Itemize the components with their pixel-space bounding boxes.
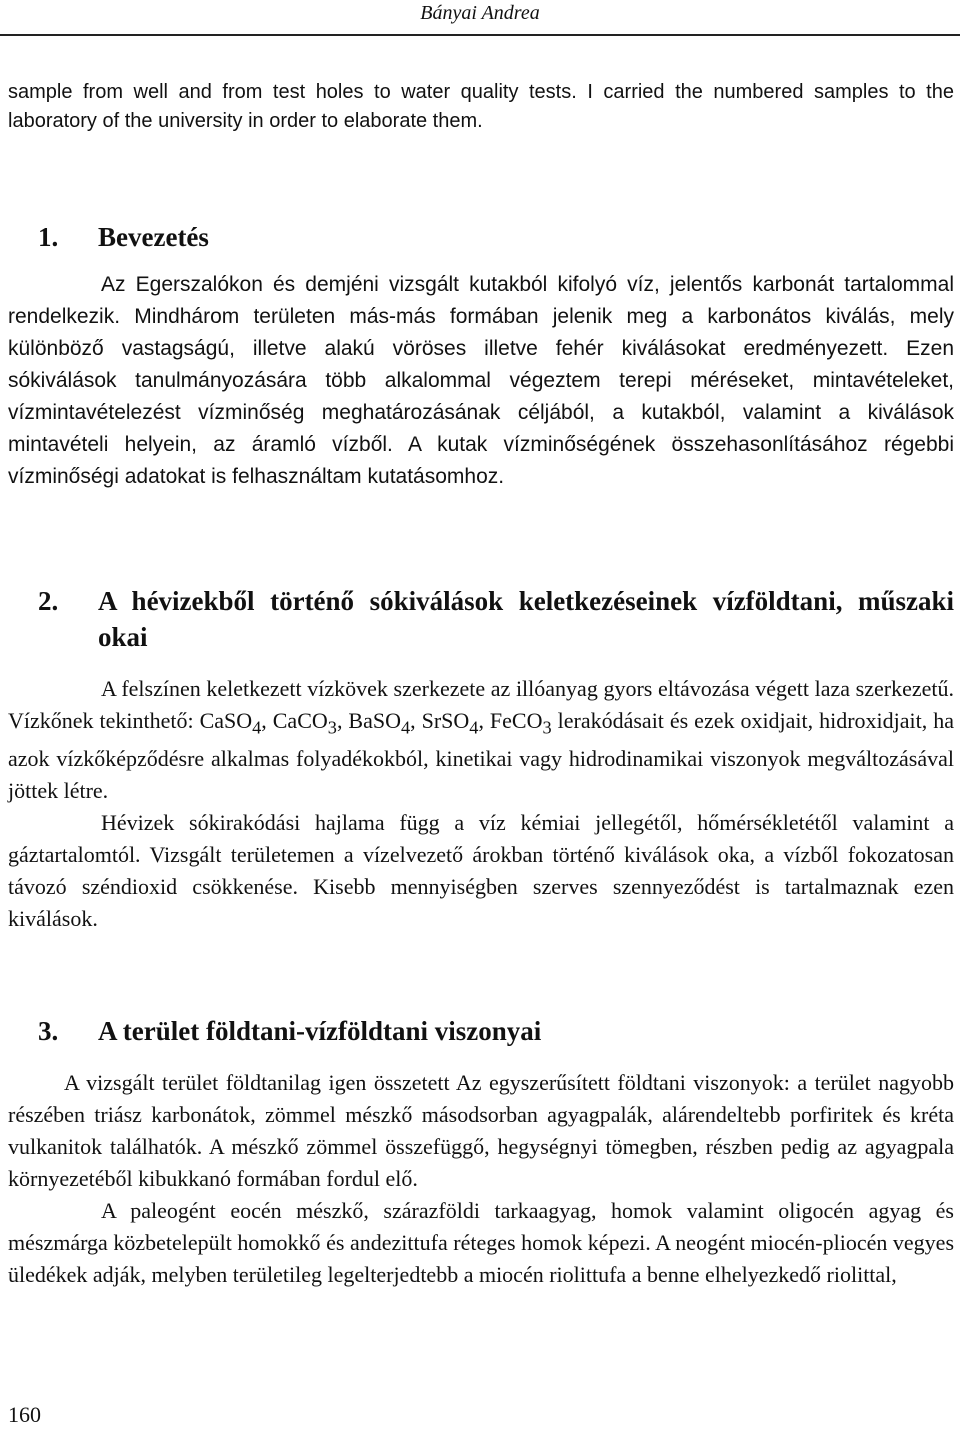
section-2-paragraph-1 bbox=[8, 673, 954, 807]
header-author: Bányai Andrea bbox=[420, 2, 540, 24]
formula-caco3: , CaCO$_3$ bbox=[261, 708, 337, 738]
section-1-heading bbox=[8, 219, 954, 255]
section-3-title: A terület földtani-vízföldtani viszonyai bbox=[98, 1016, 542, 1046]
section-1-number: 1. bbox=[38, 222, 59, 252]
section-2-paragraph-2: Hévizek sókirakódási hajlama függ a víz kémiai jellegétől, hőmérsékletétől valamint a gáztartalomtól. Vizsgált területemen a vízelvezető árokban történő kiválások oka, a vízből fokozatosan távozó széndioxid csökkenése. Kisebb mennyiségben szerves szennyeződést is tartalmaznak ezen kiválások. bbox=[8, 810, 954, 932]
intro-block bbox=[8, 78, 954, 136]
formula-baso4: , BaSO$_4$ bbox=[336, 708, 411, 738]
section-2-heading bbox=[8, 583, 954, 655]
section-1 bbox=[8, 219, 954, 493]
section-3 bbox=[8, 1013, 954, 1291]
formula-feco3: , FeCO$_3$ bbox=[478, 708, 552, 738]
page-number: 160 bbox=[8, 1402, 41, 1427]
section-3-paragraph-2: A paleogént eocén mészkő, szárazföldi tarkaagyag, homok valamint oligocén agyag és mészmárga közbetelepült homokkő és andezittufa réteges homok képezi. A neogént miocén-pliocén vegyes üledékek adják, melyben területileg legelterjedtebb a miocén riolittufa a benne elhelyezkedő riolittal, bbox=[8, 1198, 954, 1287]
section-3-paragraph-1: A vizsgált terület földtanilag igen összetett Az egyszerűsített földtani viszonyok: a terület nagyobb részében triász karbonátok, zömmel mészkő másodsorban agyagpalák, alárendeltebb porfiritek és kréta vulkanitok találhatók. A mészkő zömmel összefüggő, hegységnyi tömegben, részben pedig az agyagpala környezetéből kibukkanó formában fordul elő. bbox=[8, 1070, 954, 1191]
section-2-title: A hévizekből történő sókiválások keletkezéseinek vízföldtani, műszaki okai bbox=[98, 586, 954, 652]
section-2-p1-after: lerakódásait és ezek oxidjait, hidroxidjait, ha azok vízkőképződésre alkalmas folyadékokból, kinetikai vagy hidrodinamikai viszonyok megváltozásával jöttek létre. bbox=[8, 708, 955, 804]
section-3-number: 3. bbox=[38, 1016, 59, 1046]
formula-caso4: CaSO$_4$ bbox=[199, 708, 262, 738]
formula-srso4: , SrSO$_4$ bbox=[410, 708, 479, 738]
header-rule bbox=[0, 34, 960, 36]
section-2-number: 2. bbox=[38, 586, 59, 616]
section-3-heading bbox=[8, 1013, 954, 1049]
running-header bbox=[0, 0, 960, 26]
section-2 bbox=[8, 583, 954, 935]
section-1-paragraph: Az Egerszalókon és demjéni vizsgált kutakból kifolyó víz, jelentős karbonát tartalommal rendelkezik. Mindhárom területen más-más formában jelenik meg a karbonátos kiválás, mely különböző vastagságú, illetve alakú vöröses illetve fehér kiválásokat eredményezett. Ezen sókiválások tanulmányozására több alkalommal végeztem terepi méréseket, mintavételeket, vízmintavételezést vízminőség meghatározásának céljából, a kutakból, valamint a kiválások mintavételi helyein, az áramló vízből. A kutak vízminőségének összehasonlításához régebbi vízminőségi adatokat is felhasználtam kutatásomhoz. bbox=[8, 273, 954, 488]
section-1-title: Bevezetés bbox=[98, 222, 209, 252]
section-2-p1-before: A felszínen keletkezett vízkövek szerkezete az illóanyag gyors eltávozása végett laza szerkezetű. Vízkőnek tekinthető: bbox=[8, 676, 954, 733]
intro-paragraph: sample from well and from test holes to water quality tests. I carried the numbered samples to the laboratory of the university in order to elaborate them. bbox=[8, 81, 954, 132]
